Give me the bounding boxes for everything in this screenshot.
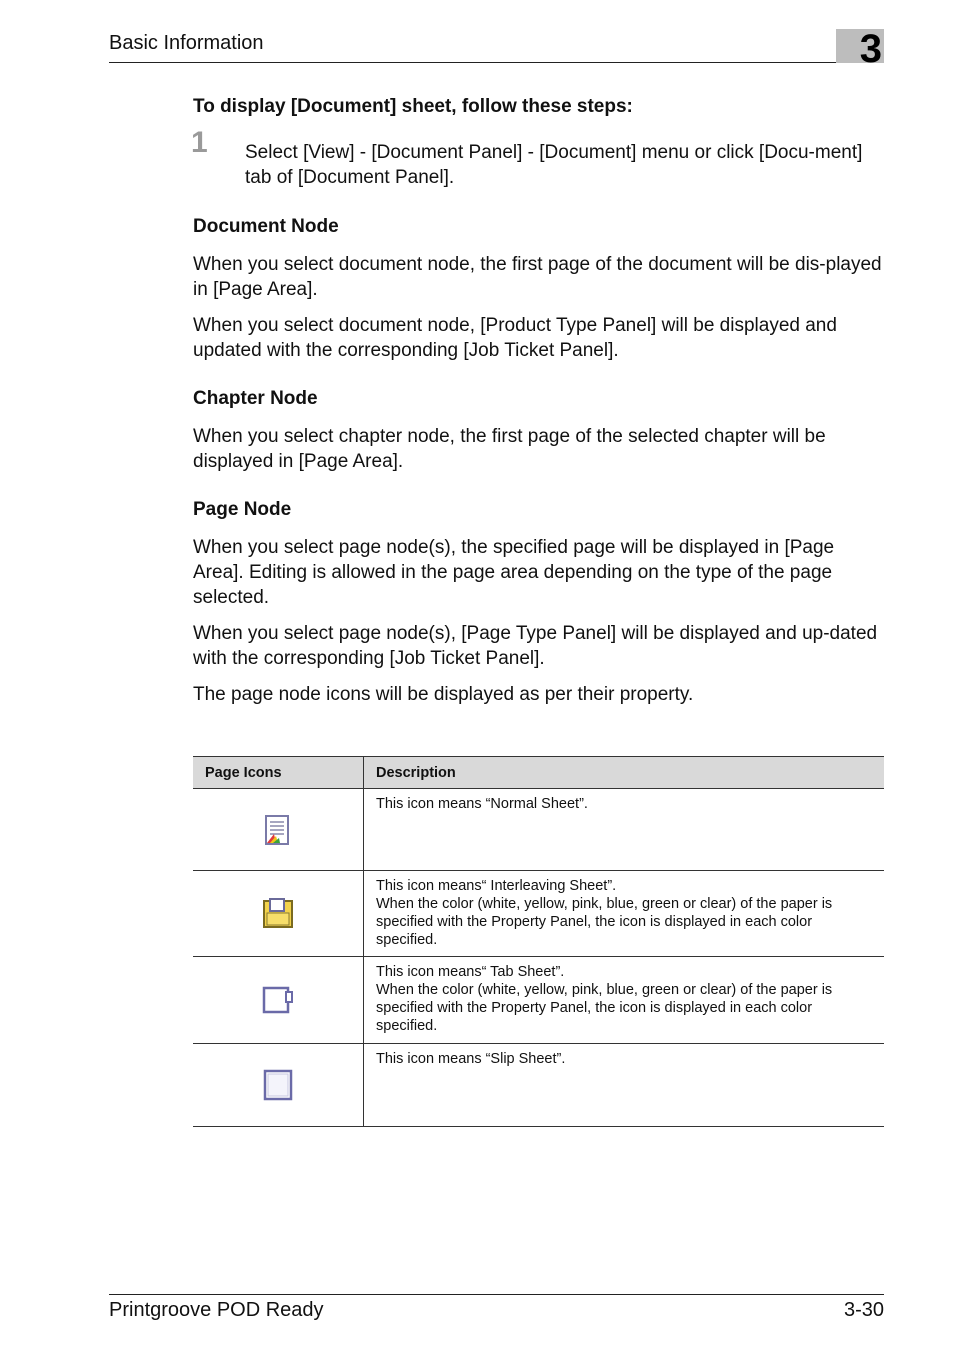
step-text: Select [View] - [Document Panel] - [Document] menu or click [Docu-ment] tab of [Document Panel].	[245, 142, 863, 188]
product-name: Printgroove POD Ready	[109, 1299, 324, 1321]
table-row	[193, 1044, 884, 1127]
step-1	[191, 126, 884, 190]
step-number: 1	[191, 126, 208, 159]
paragraph: When you select page node(s), the specified page will be displayed in [Page Area]. Editing is allowed in the page area depending on the type of the page selected.	[193, 537, 835, 608]
paragraph: When you select chapter node, the first page of the selected chapter will be displayed in [Page Area].	[193, 426, 826, 472]
paragraph: When you select document node, [Product Type Panel] will be displayed and updated with the corresponding [Job Ticket Panel].	[193, 315, 837, 361]
page-icons-table	[193, 756, 884, 1127]
table-header-row	[193, 757, 884, 789]
description-cell: This icon means“ Tab Sheet”. When the color (white, yellow, pink, blue, green or clear) of the paper is specified with the Property Panel, the icon is displayed in each color specified.	[364, 957, 885, 1044]
page-number: 3-30	[843, 1299, 884, 1321]
column-header-description: Description	[364, 757, 885, 789]
procedure-heading: To display [Document] sheet, follow these steps:	[193, 96, 633, 117]
section-heading: Document Node	[193, 216, 339, 237]
header-divider	[109, 62, 884, 63]
slip-sheet-icon	[261, 1068, 295, 1102]
main-content	[193, 96, 884, 718]
section-heading: Chapter Node	[193, 388, 318, 409]
tab-sheet-icon	[261, 984, 295, 1016]
chapter-number: 3	[859, 27, 882, 71]
section-chapter-node	[193, 388, 884, 474]
section-heading: Page Node	[193, 499, 292, 520]
table-row	[193, 957, 884, 1044]
section-title: Basic Information	[109, 32, 264, 54]
table-row	[193, 789, 884, 871]
section-document-node	[193, 216, 884, 363]
paragraph: The page node icons will be displayed as per their property.	[193, 684, 694, 705]
table-row	[193, 871, 884, 957]
paragraph: When you select document node, the first page of the document will be dis-played in [Page Area].	[193, 254, 882, 300]
description-cell: This icon means “Normal Sheet”.	[364, 789, 885, 871]
paragraph: When you select page node(s), [Page Type Panel] will be displayed and up-dated with the corresponding [Job Ticket Panel].	[193, 623, 878, 669]
description-cell: This icon means“ Interleaving Sheet”. When the color (white, yellow, pink, blue, green or clear) of the paper is specified with the Property Panel, the icon is displayed in each color specified.	[364, 871, 885, 957]
normal-sheet-icon	[262, 814, 294, 846]
section-page-node	[193, 499, 884, 707]
column-header-page-icons: Page Icons	[193, 757, 364, 789]
chapter-tab	[836, 27, 884, 71]
footer-divider	[109, 1294, 884, 1295]
description-cell: This icon means “Slip Sheet”.	[364, 1044, 885, 1127]
interleaving-sheet-icon	[261, 897, 295, 931]
